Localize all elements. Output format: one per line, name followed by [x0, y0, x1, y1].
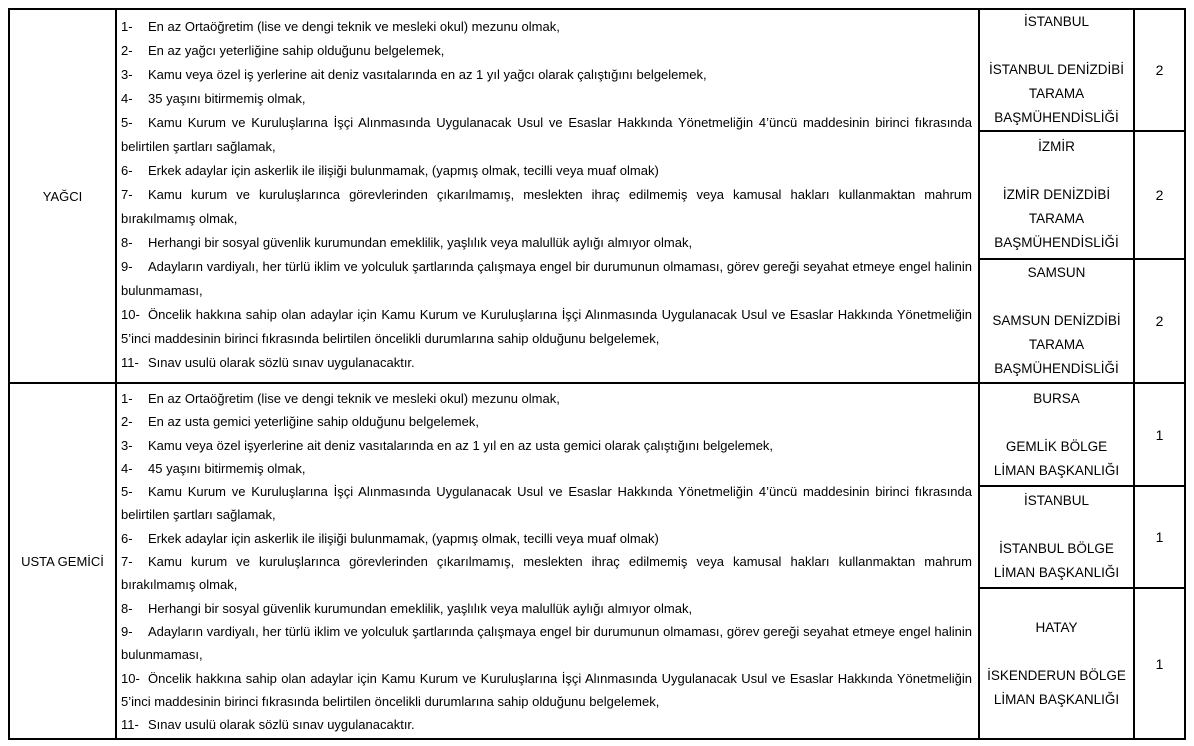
position-cell: [10, 384, 117, 738]
requirement-item: [121, 457, 972, 480]
quota-cell: [1135, 487, 1184, 587]
quota-value: 1: [1155, 529, 1164, 545]
requirement-item: [121, 255, 972, 303]
office-name-line: SAMSUN DENİZDİBİ: [992, 313, 1121, 328]
req-text: Herhangi bir sosyal güvenlik kurumundan emeklilik, yaşlılık veya malullük aylığı almıyor olmak,: [148, 235, 693, 250]
quota-cell: [1135, 384, 1184, 485]
posting-row: [980, 10, 1184, 130]
office-name-line: LİMAN BAŞKANLIĞI: [993, 462, 1120, 478]
location-cell: [980, 487, 1135, 587]
req-number: 6-: [121, 163, 133, 178]
city-name: SAMSUN: [1027, 265, 1086, 280]
req-number: 10-: [121, 670, 140, 686]
requirement-item: [121, 15, 972, 39]
requirement-item: [121, 183, 972, 231]
req-text: Öncelik hakkına sahip olan adaylar için Kamu Kurum ve Kuruluşlarına İşçi Alınmasında Uygulanacak Usul ve Esaslar Hakkında Yönetmeliğin 5’inci maddesinin birinci fıkrasında belirtilen öncelikli durumlarına sahip olduğunu belgelemek,: [121, 307, 972, 346]
req-text: Kamu kurum ve kuruluşlarınca görevlerinden çıkarılmamış, meslekten ihraç edilmemiş veya kamusal hakları kullanmaktan mahrum bırakılmamış olmak,: [121, 187, 972, 226]
quota-value: 1: [1155, 426, 1164, 443]
req-text: Kamu veya özel iş yerlerine ait deniz vasıtalarında en az 1 yıl yağcı olarak çalıştığını belgelemek,: [148, 67, 707, 82]
req-text: Herhangi bir sosyal güvenlik kurumundan emeklilik, yaşlılık veya malullük aylığı almıyor olmak,: [148, 600, 693, 616]
requirement-item: [121, 111, 972, 159]
requirement-item: [121, 713, 972, 736]
city-name: HATAY: [1035, 619, 1078, 635]
table-row: [10, 382, 1184, 738]
req-text: Kamu kurum ve kuruluşlarınca görevlerinden çıkarılmamış, meslekten ihraç edilmemiş veya kamusal hakları kullanmaktan mahrum bırakılmamış olmak,: [121, 554, 972, 593]
req-text: 35 yaşını bitirmemiş olmak,: [148, 91, 306, 106]
req-text: En az usta gemici yeterliğine sahip olduğunu belgelemek,: [148, 414, 479, 430]
req-number: 7-: [121, 554, 133, 570]
city-name: İSTANBUL: [1023, 14, 1089, 29]
quota-value: 2: [1155, 62, 1164, 78]
req-number: 3-: [121, 67, 133, 82]
req-number: 8-: [121, 600, 133, 616]
requirement-item: [121, 231, 972, 255]
city-name: İSTANBUL: [1023, 493, 1089, 508]
table-row: [10, 10, 1184, 382]
requirement-item: [121, 527, 972, 550]
req-number: 9-: [121, 259, 133, 274]
req-text: En az Ortaöğretim (lise ve dengi teknik ve mesleki okul) mezunu olmak,: [148, 19, 560, 34]
office-name-line: BAŞMÜHENDİSLİĞİ: [994, 235, 1119, 250]
location-cell: [980, 10, 1135, 130]
location-cell: [980, 589, 1135, 738]
requirement-item: [121, 387, 972, 410]
job-postings-table: [8, 8, 1186, 740]
req-number: 5-: [121, 484, 133, 500]
location-cell: [980, 132, 1135, 258]
req-text: En az yağcı yeterliğine sahip olduğunu belgelemek,: [148, 43, 445, 58]
req-text: Adayların vardiyalı, her türlü iklim ve yolculuk şartlarında çalışmaya engel bir durumunun olmaması, görev gereği seyahat etmeye engel halinin bulunmaması,: [121, 259, 972, 298]
req-number: 9-: [121, 623, 133, 639]
req-text: Kamu veya özel işyerlerine ait deniz vasıtalarında en az 1 yıl en az usta gemici olarak çalıştığını belgelemek,: [148, 437, 774, 453]
req-text: Adayların vardiyalı, her türlü iklim ve yolculuk şartlarında çalışmaya engel bir durumunun olmaması, görev gereği seyahat etmeye engel halinin bulunmaması,: [121, 623, 972, 663]
req-text: Sınav usulü olarak sözlü sınav uygulanacaktır.: [148, 717, 415, 733]
position-label: YAĞCI: [42, 188, 83, 204]
req-text: Kamu Kurum ve Kuruluşlarına İşçi Alınmasında Uygulanacak Usul ve Esaslar Hakkında Yönetmeliğin 4’üncü maddesinin birinci fıkrasında belirtilen şartları sağlamak,: [121, 115, 972, 154]
requirements-cell: [117, 10, 980, 382]
requirement-item: [121, 410, 972, 433]
req-number: 11-: [121, 355, 139, 370]
requirement-item: [121, 39, 972, 63]
quota-cell: [1135, 10, 1184, 130]
req-text: Erkek adaylar için askerlik ile ilişiği bulunmamak, (yapmış olmak, tecilli veya muaf olmak): [148, 530, 659, 546]
office-name-line: İSTANBUL BÖLGE: [999, 541, 1114, 556]
req-text: Sınav usulü olarak sözlü sınav uygulanacaktır.: [148, 355, 415, 370]
location-cell: [980, 260, 1135, 382]
quota-value: 2: [1155, 187, 1164, 203]
office-name-line: TARAMA: [1028, 211, 1085, 226]
req-text: En az Ortaöğretim (lise ve dengi teknik ve mesleki okul) mezunu olmak,: [148, 391, 560, 406]
quota-cell: [1135, 132, 1184, 258]
req-number: 1-: [121, 19, 133, 34]
requirement-item: [121, 351, 972, 375]
office-name-line: BAŞMÜHENDİSLİĞİ: [994, 361, 1119, 376]
position-cell: [10, 10, 117, 382]
office-name-line: BAŞMÜHENDİSLİĞİ: [994, 110, 1119, 125]
postings-group: [980, 384, 1184, 738]
requirement-item: [121, 303, 972, 351]
req-number: 2-: [121, 414, 133, 430]
req-number: 8-: [121, 235, 133, 250]
req-text: Kamu Kurum ve Kuruluşlarına İşçi Alınmasında Uygulanacak Usul ve Esaslar Hakkında Yönetmeliğin 4’üncü maddesinin birinci fıkrasında belirtilen şartları sağlamak,: [121, 484, 972, 523]
req-number: 10-: [121, 307, 140, 322]
requirement-item: [121, 550, 972, 597]
position-label: USTA GEMİCİ: [21, 553, 104, 569]
office-name-line: İSTANBUL DENİZDİBİ: [988, 62, 1125, 77]
location-cell: [980, 384, 1135, 485]
req-text: Öncelik hakkına sahip olan adaylar için Kamu Kurum ve Kuruluşlarına İşçi Alınmasında Uygulanacak Usul ve Esaslar Hakkında Yönetmeliğin 5’inci maddesinin birinci fıkrasında belirtilen öncelikli durumlarına sahip olduğunu belgelemek,: [121, 670, 972, 709]
quota-value: 2: [1155, 313, 1164, 329]
req-number: 6-: [121, 530, 133, 546]
office-name-line: TARAMA: [1028, 337, 1085, 352]
posting-row: [980, 384, 1184, 485]
req-number: 7-: [121, 187, 133, 202]
quota-cell: [1135, 589, 1184, 738]
req-number: 11-: [121, 717, 139, 733]
req-text: 45 yaşını bitirmemiş olmak,: [148, 460, 306, 476]
office-name-line: LİMAN BAŞKANLIĞI: [993, 565, 1120, 580]
requirements-cell: [117, 384, 980, 738]
requirement-item: [121, 597, 972, 620]
req-number: 1-: [121, 391, 133, 406]
posting-row: [980, 258, 1184, 382]
postings-group: [980, 10, 1184, 382]
quota-value: 1: [1155, 655, 1164, 672]
office-name-line: İZMİR DENİZDİBİ: [1002, 187, 1111, 202]
requirement-item: [121, 480, 972, 527]
requirement-item: [121, 63, 972, 87]
requirement-item: [121, 159, 972, 183]
req-number: 2-: [121, 43, 133, 58]
posting-row: [980, 587, 1184, 738]
posting-row: [980, 130, 1184, 258]
req-number: 4-: [121, 460, 133, 476]
posting-row: [980, 485, 1184, 587]
requirement-item: [121, 87, 972, 111]
office-name-line: TARAMA: [1028, 86, 1085, 101]
req-text: Erkek adaylar için askerlik ile ilişiği bulunmamak, (yapmış olmak, tecilli veya muaf olmak): [148, 163, 659, 178]
office-name-line: İSKENDERUN BÖLGE: [987, 667, 1126, 683]
office-name-line: LİMAN BAŞKANLIĞI: [993, 691, 1120, 707]
office-name-line: GEMLİK BÖLGE: [1005, 438, 1108, 454]
req-number: 3-: [121, 437, 133, 453]
req-number: 5-: [121, 115, 133, 130]
city-name: BURSA: [1033, 390, 1080, 406]
req-number: 4-: [121, 91, 133, 106]
city-name: İZMİR: [1038, 139, 1075, 154]
requirement-item: [121, 434, 972, 457]
quota-cell: [1135, 260, 1184, 382]
requirement-item: [121, 667, 972, 714]
requirement-item: [121, 620, 972, 667]
